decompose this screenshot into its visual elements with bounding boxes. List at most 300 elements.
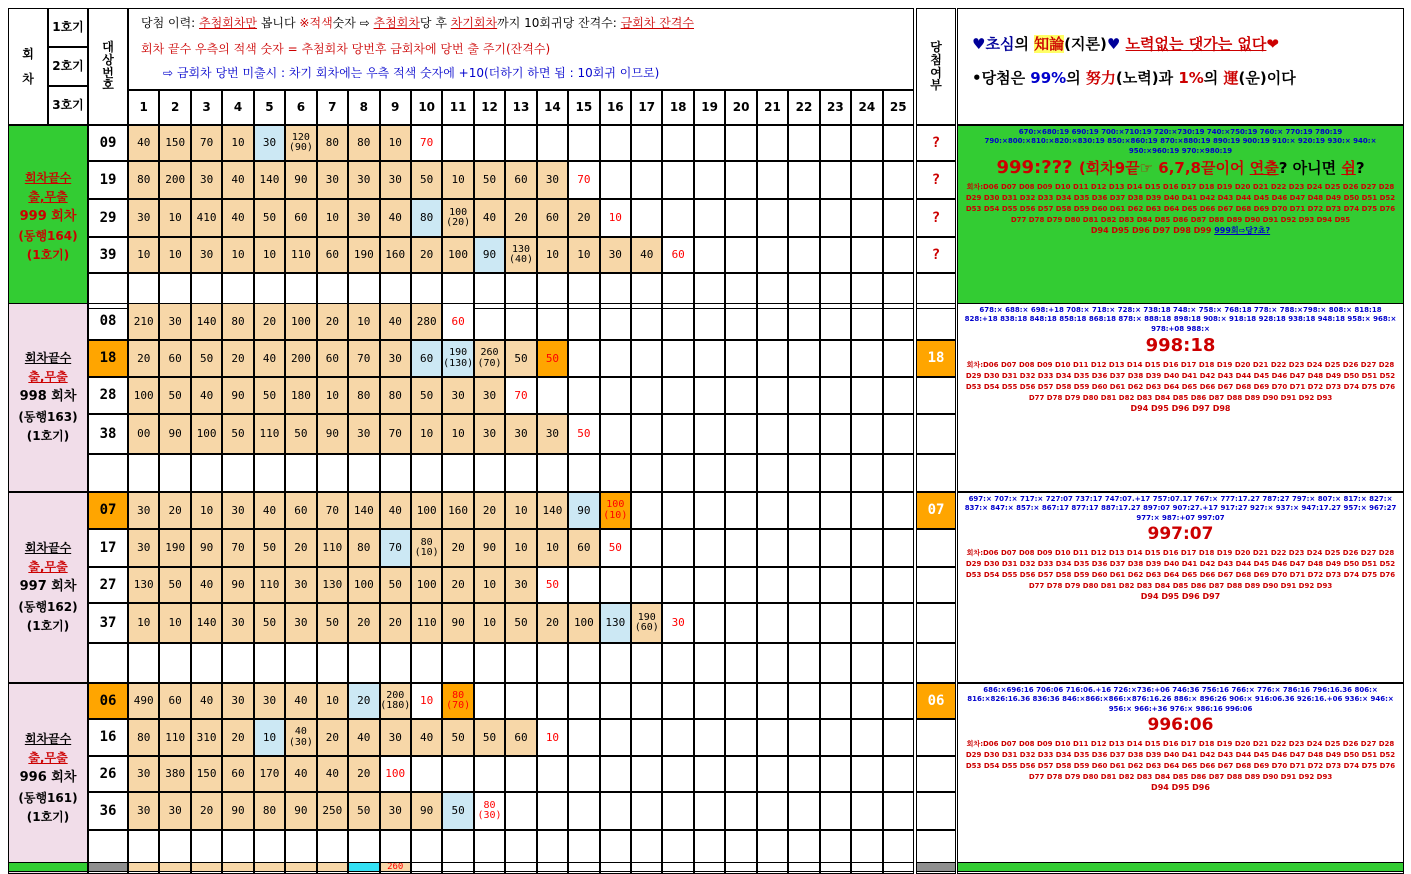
prediction-line [962, 337, 1399, 356]
target-number: 07 [88, 492, 128, 529]
empty-cell [348, 454, 379, 492]
interval-cell: 30 [442, 377, 473, 414]
empty-cell [505, 792, 536, 830]
empty-cell [631, 340, 662, 377]
interval-cell: 60 [537, 199, 568, 237]
interval-cell: 60 [159, 683, 190, 719]
interval-cell: 40 [128, 125, 159, 161]
target-number-header: 대 상 번 호 [88, 8, 128, 125]
empty-cell [631, 643, 662, 683]
interval-cell: 80 [222, 303, 253, 340]
empty-cell [788, 454, 819, 492]
interval-cell: 80 [128, 719, 159, 756]
empty-cell [820, 529, 851, 567]
text-segment: 추첨회차 [373, 16, 420, 30]
interval-cell: 30 [191, 161, 222, 199]
empty-cell [694, 340, 725, 377]
column-number-14: 14 [537, 90, 568, 125]
empty-cell [88, 454, 128, 492]
interval-cell: 30 [254, 125, 285, 161]
interval-cell: 90 [159, 414, 190, 454]
empty-cell [757, 756, 788, 792]
interval-cell: 490 [128, 683, 159, 719]
interval-cell: 280 [411, 303, 442, 340]
interval-cell: 20 [442, 529, 473, 567]
interval-cell: 30 [159, 303, 190, 340]
text-segment: D94 D95 D96 D97 [1140, 591, 1221, 601]
interval-cell: 200 [159, 161, 190, 199]
empty-cell [788, 237, 819, 273]
empty-cell [662, 567, 693, 603]
empty-cell [820, 454, 851, 492]
empty-cell [662, 414, 693, 454]
empty-cell [788, 792, 819, 830]
empty-cell [662, 454, 693, 492]
empty-cell [883, 492, 914, 529]
empty-cell [694, 719, 725, 756]
interval-cell: 160 [380, 237, 411, 273]
empty-cell [631, 303, 662, 340]
empty-cell [820, 756, 851, 792]
empty-cell [694, 643, 725, 683]
interval-cell: 30 [505, 414, 536, 454]
interval-cell: 20 [537, 603, 568, 643]
empty-cell [851, 454, 882, 492]
interval-cell: 80 [348, 529, 379, 567]
interval-cell: 20 [159, 492, 190, 529]
empty-cell [600, 567, 631, 603]
empty-cell [694, 683, 725, 719]
round-history-footer [962, 405, 1399, 413]
empty-cell [820, 237, 851, 273]
empty-cell [442, 643, 473, 683]
interval-cell: 100 (20) [442, 199, 473, 237]
text-segment: 998:18 [1145, 335, 1216, 357]
empty-cell [757, 683, 788, 719]
empty-cell [662, 683, 693, 719]
group-title-line: 999 회차 [19, 208, 77, 224]
empty-cell [568, 303, 599, 340]
interval-cell: 100 [568, 603, 599, 643]
empty-cell [725, 303, 756, 340]
column-number-22: 22 [788, 90, 819, 125]
empty-cell [851, 377, 882, 414]
interval-cell: 70 [222, 529, 253, 567]
interval-cell: 60 [442, 303, 473, 340]
column-number-2: 2 [159, 90, 190, 125]
group-title [8, 303, 88, 492]
empty-cell [537, 377, 568, 414]
interval-cell: 20 [222, 340, 253, 377]
interval-cell: 20 [411, 237, 442, 273]
interval-cell: 100 [411, 492, 442, 529]
interval-cell: 10 [191, 492, 222, 529]
interval-cell: 120 (90) [285, 125, 316, 161]
column-number-18: 18 [662, 90, 693, 125]
empty-cell [757, 529, 788, 567]
empty-cell [568, 756, 599, 792]
empty-cell [725, 862, 756, 872]
interval-cell: 110 [285, 237, 316, 273]
empty-cell [820, 792, 851, 830]
interval-cell: 50 [254, 529, 285, 567]
interval-cell: 60 [159, 340, 190, 377]
empty-cell [191, 862, 222, 872]
column-number-11: 11 [442, 90, 473, 125]
interval-cell: 50 [474, 161, 505, 199]
target-number: 26 [88, 756, 128, 792]
empty-cell [757, 792, 788, 830]
empty-cell [883, 454, 914, 492]
interval-cell: 30 [662, 603, 693, 643]
round-history-list: 회차:D06 D07 D08 D09 D10 D11 D12 D13 D14 D15 D16 D17 D18 D19 D20 D21 D22 D23 D24 D25 D26 D27 D28 D29 D30 D31 D32 D33 D34 D35 D36 D37 D38 D39 D40 D41 D42 D43 D44 D45 D46 D47 D48 D49 D50 D51 D52 D53 D54 D55 D56 D57 D58 D59 D60 D61 D62 D63 D64 D65 D66 D67 D68 D69 D70 D71 D72 D73 D74 D75 D76 D77 D78 D79 D80 D81 D82 D83 D84 D85 D86 D87 D88 D89 D90 D91 D92 D93 [965, 549, 1396, 590]
winning-status: 06 [916, 683, 956, 719]
empty-cell [411, 643, 442, 683]
prediction-line [962, 159, 1399, 178]
empty-cell [788, 603, 819, 643]
empty-cell [474, 125, 505, 161]
empty-cell [474, 683, 505, 719]
empty-cell [411, 862, 442, 872]
analysis-notes [957, 492, 1404, 683]
empty-cell [916, 792, 956, 830]
interval-cell: 30 [348, 161, 379, 199]
empty-cell [505, 303, 536, 340]
interval-cell: 150 [191, 756, 222, 792]
empty-cell [916, 643, 956, 683]
interval-cell: 40 [631, 237, 662, 273]
text-segment: 999:??? [996, 157, 1079, 179]
interval-cell: 10 [222, 237, 253, 273]
empty-cell [916, 303, 956, 340]
interval-cell: 60 [411, 340, 442, 377]
interval-cell: 30 [128, 756, 159, 792]
empty-cell [883, 683, 914, 719]
history-summary: 697:× 707:× 717:× 727:07 737:17 747:07.+17 757:07.17 767:× 777:17.27 787:27 797:× 807:× 817:× 827:× 837:× 847:× 857:× 867:17 877:17 887:17.27 897:07 907:27.+17 917:27 927:× 937:× 947:17.27 957:× 967:27 977:× 987:+07 997:07 [964, 495, 1397, 522]
interval-cell: 40 [191, 567, 222, 603]
interval-cell: 70 [348, 340, 379, 377]
empty-cell [820, 340, 851, 377]
interval-cell: 130 [600, 603, 631, 643]
empty-cell [851, 161, 882, 199]
text-segment: 知論 [1034, 35, 1065, 53]
empty-cell [631, 719, 662, 756]
empty-cell [757, 643, 788, 683]
interval-cell: 60 [222, 756, 253, 792]
empty-cell [788, 161, 819, 199]
interval-cell: 40 [285, 756, 316, 792]
interval-cell: 30 [222, 492, 253, 529]
motto-line-2 [972, 71, 1296, 87]
empty-cell [694, 237, 725, 273]
interval-cell: 50 [442, 792, 473, 830]
empty-cell [568, 719, 599, 756]
empty-cell [820, 719, 851, 756]
empty-cell [537, 303, 568, 340]
winning-status: 07 [916, 492, 956, 529]
text-segment: 연출 [1249, 159, 1279, 178]
empty-cell [568, 454, 599, 492]
interval-cell: 260 (70) [474, 340, 505, 377]
interval-cell: 80 [348, 125, 379, 161]
interval-cell: 10 [568, 237, 599, 273]
winning-status: ? [916, 199, 956, 237]
interval-cell: 80 (30) [474, 792, 505, 830]
text-segment: 의 [1066, 69, 1086, 87]
empty-cell [537, 643, 568, 683]
column-number-15: 15 [568, 90, 599, 125]
interval-cell: 140 [191, 603, 222, 643]
interval-cell: 410 [191, 199, 222, 237]
empty-cell [568, 567, 599, 603]
group-title-line: 회차끝수 [24, 732, 72, 747]
history-summary: 670:×680:19 690:19 700:×710:19 720:×730:19 740:×750:19 760:× 770:19 780:19 790:×800:×810:×820:×830:19 850:×860:19 870:×880:19 890:19 900:19 910:× 920:19 930:× 940:× 950:×960:19 970:×980:19 [984, 128, 1377, 155]
empty-cell [128, 454, 159, 492]
interval-cell: 40 [285, 683, 316, 719]
history-summary: 678:× 688:× 698:+18 708:× 718:× 728:× 738:18 748:× 758:× 768:18 778:× 788:×798:× 808:× 818:18 828:+18 838:18 848:18 858:18 868:18 878:× 888:18 898:18 908:× 918:18 928:18 938:18 948:18 958:× 968:× 978:+08 988:× [964, 306, 1397, 333]
interval-cell: 80 [128, 161, 159, 199]
motto-line-1 [972, 37, 1279, 53]
empty-cell [883, 862, 914, 872]
empty-cell [725, 340, 756, 377]
empty-cell [725, 643, 756, 683]
text-segment: 숫자 ⇨ [332, 16, 374, 30]
empty-cell [159, 862, 190, 872]
target-number: 19 [88, 161, 128, 199]
empty-cell [600, 161, 631, 199]
interval-cell: 10 [222, 125, 253, 161]
interval-cell: 30 [128, 792, 159, 830]
empty-cell [916, 414, 956, 454]
interval-cell: 10 [537, 237, 568, 273]
interval-cell: 130 [317, 567, 348, 603]
interval-cell: 40 [254, 340, 285, 377]
empty-cell [788, 643, 819, 683]
empty-cell [128, 643, 159, 683]
text-segment: 차기회차 [450, 16, 498, 30]
interval-cell: 100 [285, 303, 316, 340]
text-segment: 초심 [985, 35, 1015, 53]
empty-cell [631, 414, 662, 454]
empty-cell [851, 340, 882, 377]
text-segment: 금회차 잔격수 [620, 16, 694, 30]
empty-cell [851, 719, 882, 756]
interval-cell: 90 [411, 792, 442, 830]
interval-cell: 90 [285, 792, 316, 830]
target-number: 39 [88, 237, 128, 273]
interval-cell: 20 [191, 792, 222, 830]
interval-cell: 30 [222, 683, 253, 719]
interval-cell: 20 [317, 719, 348, 756]
empty-cell [474, 454, 505, 492]
empty-cell [851, 756, 882, 792]
empty-cell [191, 643, 222, 683]
empty-cell [254, 862, 285, 872]
interval-cell: 60 [317, 340, 348, 377]
empty-cell [851, 792, 882, 830]
interval-cell: 200 (180) [380, 683, 411, 719]
empty-cell [694, 792, 725, 830]
interval-cell: 10 [537, 529, 568, 567]
interval-cell: 250 [317, 792, 348, 830]
empty-cell [820, 643, 851, 683]
interval-cell: 90 [222, 567, 253, 603]
empty-cell [600, 792, 631, 830]
column-number-3: 3 [191, 90, 222, 125]
empty-cell [568, 862, 599, 872]
empty-cell [694, 414, 725, 454]
interval-cell: 80 [380, 377, 411, 414]
group-title [8, 125, 88, 309]
interval-cell: 50 [254, 199, 285, 237]
empty-cell [568, 125, 599, 161]
empty-cell [537, 756, 568, 792]
empty-cell [317, 862, 348, 872]
empty-cell [662, 862, 693, 872]
empty-cell [537, 454, 568, 492]
empty-cell [757, 303, 788, 340]
text-segment: ※적색 [299, 16, 333, 30]
empty-cell [600, 125, 631, 161]
empty-cell [600, 719, 631, 756]
empty-cell [694, 603, 725, 643]
text-segment: 1% [1178, 69, 1204, 87]
interval-cell: 30 [159, 792, 190, 830]
winning-status-header: 당 첨 여 부 [916, 8, 956, 125]
column-number-19: 19 [694, 90, 725, 125]
interval-cell: 50 [442, 719, 473, 756]
interval-cell: 10 [317, 377, 348, 414]
empty-cell [757, 454, 788, 492]
interval-cell: 40 [380, 303, 411, 340]
empty-cell [600, 377, 631, 414]
text-segment: 당첨 이력: [141, 16, 200, 30]
interval-cell: 90 [442, 603, 473, 643]
empty-cell [694, 567, 725, 603]
empty-cell [851, 237, 882, 273]
empty-cell [757, 492, 788, 529]
empty-cell [254, 454, 285, 492]
target-number: 16 [88, 719, 128, 756]
empty-cell [694, 862, 725, 872]
empty-cell [662, 377, 693, 414]
interval-cell: 20 [442, 567, 473, 603]
target-number: 38 [88, 414, 128, 454]
column-number-4: 4 [222, 90, 253, 125]
interval-cell: 20 [317, 303, 348, 340]
text-segment: 996:06 [1147, 715, 1214, 736]
interval-cell: 40 [380, 199, 411, 237]
empty-cell [725, 792, 756, 830]
group-title-line: (1호기) [26, 248, 70, 263]
empty-cell [788, 303, 819, 340]
column-number-16: 16 [600, 90, 631, 125]
interval-cell: 50 [191, 340, 222, 377]
group-title-line: (동행162) [18, 599, 78, 614]
interval-cell: 20 [254, 303, 285, 340]
empty-cell [757, 567, 788, 603]
group-title-line: (1호기) [26, 618, 70, 633]
interval-cell: 40 [222, 199, 253, 237]
interval-cell: 170 [254, 756, 285, 792]
empty-cell [725, 161, 756, 199]
interval-cell: 310 [191, 719, 222, 756]
column-number-9: 9 [380, 90, 411, 125]
interval-cell: 10 [159, 199, 190, 237]
empty-cell [916, 454, 956, 492]
empty-cell [916, 377, 956, 414]
column-number-7: 7 [317, 90, 348, 125]
empty-cell [883, 603, 914, 643]
empty-cell [725, 756, 756, 792]
interval-cell: 130 [128, 567, 159, 603]
empty-cell [159, 454, 190, 492]
interval-cell: 30 [191, 237, 222, 273]
empty-cell [883, 756, 914, 792]
target-number: 09 [88, 125, 128, 161]
empty-cell [788, 377, 819, 414]
interval-cell: 70 [411, 125, 442, 161]
empty-cell [694, 529, 725, 567]
empty-cell [788, 567, 819, 603]
interval-cell: 60 [505, 719, 536, 756]
column-number-24: 24 [851, 90, 882, 125]
empty-cell [600, 683, 631, 719]
interval-cell: 20 [348, 603, 379, 643]
interval-cell: 40 [348, 719, 379, 756]
empty-cell [725, 199, 756, 237]
interval-cell: 30 [600, 237, 631, 273]
interval-cell: 260 [380, 862, 411, 872]
text-segment: 추첨회차만 [199, 16, 258, 30]
column-number-25: 25 [883, 90, 914, 125]
empty-cell [820, 567, 851, 603]
group-title [8, 683, 88, 874]
empty-cell [916, 603, 956, 643]
target-number: 06 [88, 683, 128, 719]
interval-cell: 110 [317, 529, 348, 567]
interval-cell: 30 [380, 719, 411, 756]
empty-cell [757, 199, 788, 237]
interval-cell: 40 [222, 161, 253, 199]
interval-cell: 30 [380, 161, 411, 199]
next-winning-status [916, 862, 956, 872]
group-title-line: (동행163) [18, 409, 78, 424]
analysis-notes [957, 683, 1404, 874]
interval-cell: 50 [411, 161, 442, 199]
empty-cell [631, 567, 662, 603]
text-segment: 의 [1203, 69, 1224, 87]
empty-cell [757, 340, 788, 377]
interval-cell: 90 [474, 529, 505, 567]
column-number-8: 8 [348, 90, 379, 125]
empty-cell [725, 414, 756, 454]
empty-cell [694, 161, 725, 199]
interval-cell: 60 [568, 529, 599, 567]
interval-cell: 10 [600, 199, 631, 237]
empty-cell [662, 125, 693, 161]
empty-cell [600, 862, 631, 872]
interval-cell: 80 [254, 792, 285, 830]
interval-cell: 40 (30) [285, 719, 316, 756]
interval-cell: 50 [380, 567, 411, 603]
empty-cell [694, 454, 725, 492]
empty-cell [725, 567, 756, 603]
text-segment: (회차9끝☞ 6,7,8끝이어 [1078, 159, 1250, 178]
empty-cell [851, 492, 882, 529]
empty-cell [916, 529, 956, 567]
empty-cell [505, 125, 536, 161]
